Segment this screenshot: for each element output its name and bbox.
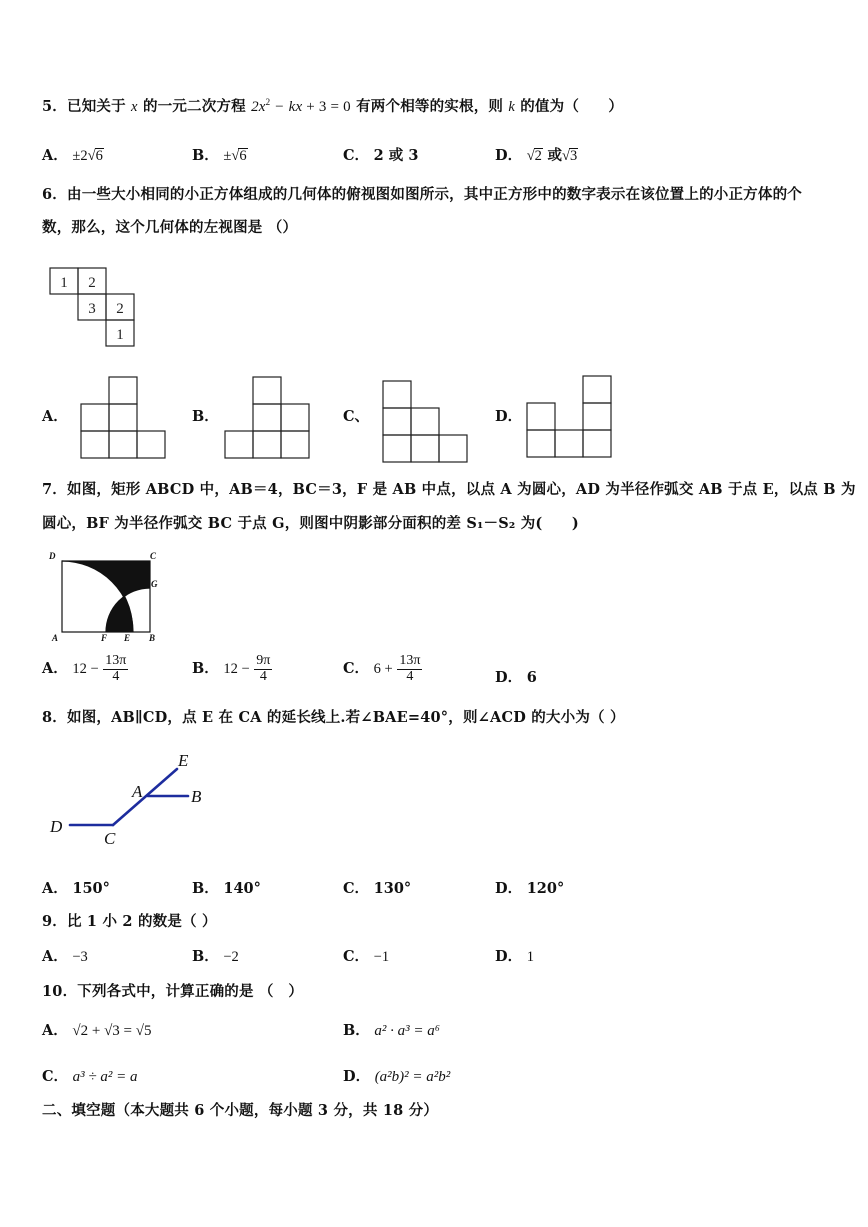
- q6-stem-line1: 6．由一些大小相同的小正方体组成的几何体的俯视图如图所示，其中正方形中的数字表示在该位置上的小正方体的个: [42, 186, 802, 203]
- option-letter: A．: [42, 147, 68, 164]
- q10-option-d[interactable]: [343, 1065, 450, 1086]
- q7-stem-line2: 圆心，BF 为半径作弧交 BC 于点 G，则图中阴影部分面积的差 S₁－S₂ 为( ): [42, 515, 579, 532]
- denominator: 4: [112, 668, 120, 684]
- option-text: 150°: [72, 880, 110, 897]
- option-text: 6 +: [373, 661, 393, 678]
- option-letter: B．: [192, 408, 219, 425]
- option-letter: C．: [42, 1068, 69, 1085]
- q8-option-c[interactable]: [343, 877, 411, 898]
- q8-option-a[interactable]: [42, 877, 110, 898]
- option-letter: D．: [343, 1068, 371, 1085]
- q8-stem: 8．如图，AB∥CD，点 E 在 CA 的延长线上.若∠BAE=40°，则∠ACD 的大小为（ ）: [42, 709, 625, 726]
- q5-stem-part: 有两个相等的实根，则: [356, 98, 504, 115]
- q7-label-f: F: [101, 633, 108, 643]
- option-text: −3: [72, 949, 88, 965]
- q9-stem: 9．比 1 小 2 的数是（ ）: [42, 913, 217, 930]
- option-letter: B．: [192, 147, 219, 164]
- q7-label-c: C: [150, 551, 157, 561]
- q9-option-a[interactable]: [42, 945, 88, 966]
- q5-var-k: k: [508, 99, 515, 115]
- section-heading: 二、填空题（本大题共 6 个小题，每小题 3 分，共 18 分）: [42, 1102, 439, 1119]
- q5-stem-part: 5．已知关于: [42, 98, 126, 115]
- option-text: a² · a³ = a⁶: [374, 1023, 440, 1039]
- option-text: −1: [373, 949, 390, 965]
- radicand: 6: [239, 148, 247, 164]
- option-letter: D．: [495, 948, 523, 965]
- q10-option-a[interactable]: [42, 1019, 152, 1040]
- option-letter: B．: [192, 880, 219, 897]
- q8-label-a: A: [132, 782, 143, 801]
- q8-option-b[interactable]: [192, 877, 261, 898]
- option-text: a³ ÷ a² = a: [72, 1069, 138, 1085]
- option-letter: D．: [495, 669, 523, 686]
- option-text: 2 或 3: [373, 147, 419, 164]
- option-text: ±: [223, 148, 232, 164]
- option-letter: C．: [343, 948, 370, 965]
- option-letter: A．: [42, 408, 68, 425]
- q10-stem: 10．下列各式中，计算正确的是 （ ）: [42, 983, 304, 1000]
- option-letter: C．: [343, 660, 370, 678]
- q8-label-e: E: [178, 751, 189, 770]
- radicand: 6: [95, 148, 103, 164]
- grid-number: 1: [116, 327, 124, 343]
- option-text: 12 −: [223, 661, 250, 678]
- numerator: 13π: [105, 653, 127, 668]
- q5-stem-part: 的值为（ ）: [520, 98, 624, 115]
- option-letter: C．: [343, 880, 370, 897]
- option-text: 120°: [526, 880, 565, 897]
- q10-option-c[interactable]: [42, 1065, 138, 1086]
- q7-label-e: E: [124, 633, 131, 643]
- radicand: 3: [569, 148, 578, 164]
- option-text: 12 −: [72, 661, 99, 678]
- option-letter: B．: [343, 1022, 370, 1039]
- option-text: √2 + √3 = √5: [72, 1023, 152, 1039]
- option-text: ±2: [72, 148, 88, 164]
- q8-label-d: D: [50, 817, 63, 836]
- denominator: 4: [406, 668, 414, 684]
- q8-label-c: C: [104, 829, 116, 848]
- option-letter: A．: [42, 948, 68, 965]
- denominator: 4: [259, 668, 267, 684]
- option-letter: B．: [192, 660, 219, 678]
- q5-var-x: x: [131, 99, 138, 115]
- q10-option-b[interactable]: [343, 1019, 440, 1040]
- option-text: 1: [526, 949, 534, 965]
- option-letter: B．: [192, 948, 219, 965]
- option-letter: C、: [343, 408, 370, 425]
- grid-number: 2: [116, 301, 124, 317]
- q5-equation: $2x^2$ − kx + 3 = 0: [251, 97, 351, 115]
- radicand: 2: [534, 148, 542, 164]
- option-letter: A．: [42, 880, 68, 897]
- q8-option-d[interactable]: [495, 877, 564, 898]
- option-text: 140°: [223, 880, 261, 897]
- q5-option-b[interactable]: B． ±√6: [192, 147, 247, 164]
- numerator: 9π: [256, 653, 271, 668]
- q5-option-d[interactable]: D． √2 或√3: [495, 147, 578, 164]
- q9-option-c[interactable]: [343, 945, 389, 966]
- option-text: (a²b)² = a²b²: [374, 1069, 451, 1085]
- option-letter: D．: [495, 147, 523, 164]
- numerator: 13π: [399, 653, 421, 668]
- q5-option-a[interactable]: A． ±2√6: [42, 147, 103, 164]
- option-text: 130°: [373, 880, 412, 897]
- q7-label-d: D: [49, 551, 56, 561]
- grid-number: 2: [88, 275, 96, 291]
- option-text: 6: [526, 669, 537, 686]
- grid-number: 1: [60, 275, 68, 291]
- q7-label-a: A: [52, 633, 59, 643]
- grid-number: 3: [88, 301, 96, 317]
- option-text: −2: [223, 949, 239, 965]
- q6-stem-line2: 数，那么，这个几何体的左视图是 （）: [42, 219, 298, 236]
- option-letter: A．: [42, 1022, 68, 1039]
- q7-stem-line1: 7．如图，矩形 ABCD 中，AB＝4，BC＝3，F 是 AB 中点，以点 A 为圆心，AD 为半径作弧交 AB 于点 E，以点 B 为: [42, 481, 856, 498]
- option-text: 或: [547, 147, 563, 164]
- option-letter: D．: [495, 408, 523, 425]
- option-letter: C．: [343, 147, 370, 164]
- q5-stem-part: 的一元二次方程: [142, 98, 246, 115]
- q7-label-g: G: [151, 579, 158, 589]
- q7-label-b: B: [149, 633, 156, 643]
- option-letter: D．: [495, 880, 523, 897]
- q8-label-b: B: [191, 787, 202, 806]
- option-letter: A．: [42, 660, 68, 678]
- q9-option-d[interactable]: [495, 945, 534, 966]
- q9-option-b[interactable]: [192, 945, 239, 966]
